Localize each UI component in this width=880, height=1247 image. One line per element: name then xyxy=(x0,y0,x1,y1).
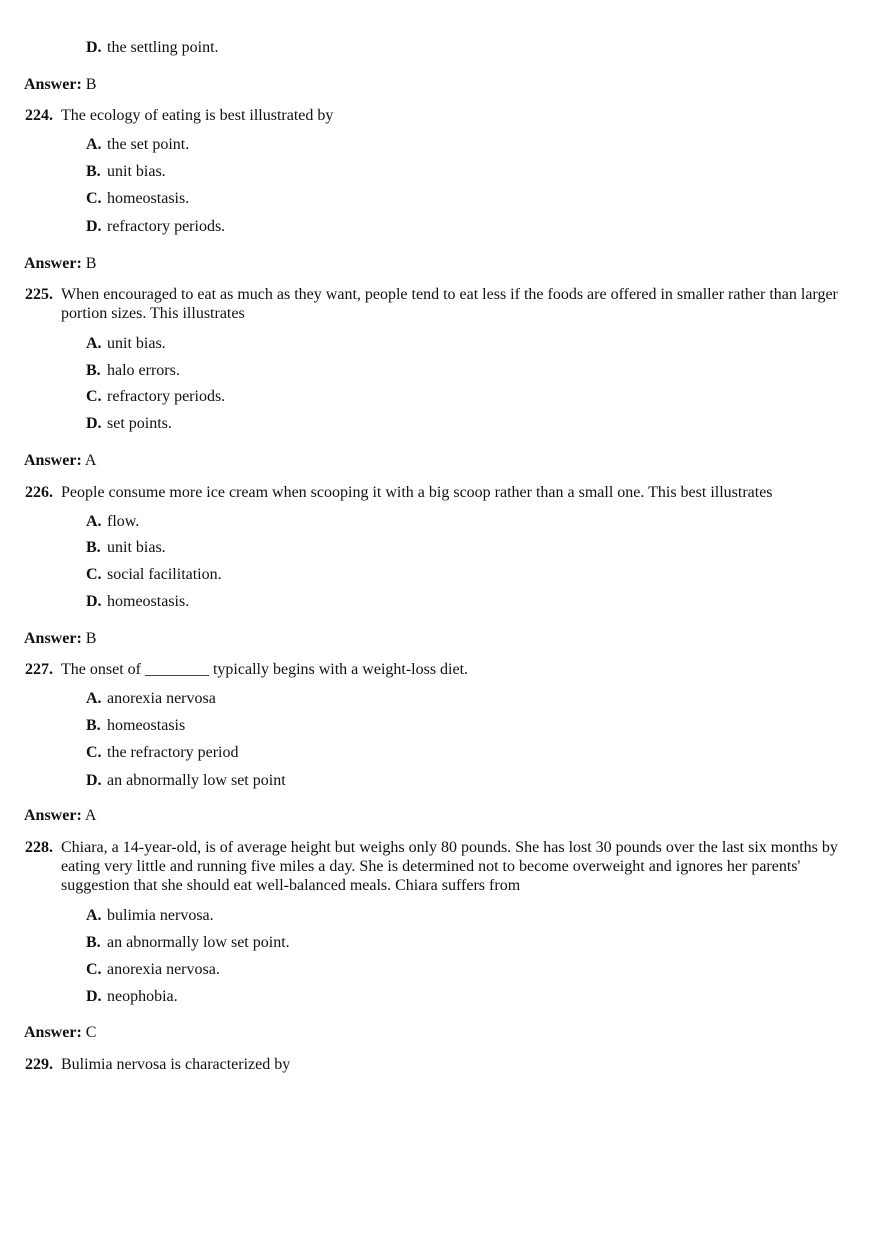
answer-label: Answer: xyxy=(24,255,82,272)
option-row xyxy=(86,565,222,584)
answer-label: Answer: xyxy=(24,630,82,647)
option-letter: A. xyxy=(86,513,102,530)
answer-line xyxy=(24,75,96,94)
option-row xyxy=(86,906,214,925)
question-text: Bulimia nervosa is characterized by xyxy=(61,1056,291,1073)
option-letter: D. xyxy=(86,988,102,1005)
option-row xyxy=(86,387,225,406)
question-226 xyxy=(25,483,53,502)
option-text: the refractory period xyxy=(107,744,239,761)
option-letter: D. xyxy=(86,218,102,235)
option-text: refractory periods. xyxy=(107,388,226,405)
option-letter: D. xyxy=(86,593,102,610)
option-letter: B. xyxy=(86,934,101,951)
question-227 xyxy=(25,660,53,679)
option-row xyxy=(86,361,180,380)
question-number: 227. xyxy=(25,661,53,678)
question-text: People consume more ice cream when scooping it with a big scoop rather than a small one. This best illustrates xyxy=(61,484,773,501)
option-letter: A. xyxy=(86,136,102,153)
question-228 xyxy=(25,838,53,857)
question-number: 229. xyxy=(25,1056,53,1073)
option-row xyxy=(86,162,166,181)
option-letter: B. xyxy=(86,362,101,379)
option-text: halo errors. xyxy=(107,362,180,379)
option-letter: B. xyxy=(86,163,101,180)
answer-value: C xyxy=(85,1024,97,1041)
option-row xyxy=(86,512,139,531)
option-text: the settling point. xyxy=(107,39,219,56)
option-text: the set point. xyxy=(107,136,190,153)
option-letter: C. xyxy=(86,961,102,978)
question-text: When encouraged to eat as much as they want, people tend to eat less if the foods are offered in smaller rather than larger portion sizes. This illustrates xyxy=(61,286,838,322)
option-row xyxy=(86,38,219,57)
answer-line xyxy=(24,629,96,648)
option-letter: A. xyxy=(86,335,102,352)
option-row xyxy=(86,592,189,611)
option-letter: A. xyxy=(86,907,102,924)
question-224 xyxy=(25,106,53,125)
option-letter: B. xyxy=(86,539,101,556)
answer-label: Answer: xyxy=(24,807,82,824)
option-text: an abnormally low set point. xyxy=(107,934,290,951)
option-text: flow. xyxy=(107,513,140,530)
question-number: 226. xyxy=(25,484,53,501)
option-row xyxy=(86,414,172,433)
option-text: unit bias. xyxy=(107,335,166,352)
option-row xyxy=(86,933,290,952)
option-text: bulimia nervosa. xyxy=(107,907,214,924)
option-letter: A. xyxy=(86,690,102,707)
answer-line xyxy=(24,806,96,825)
option-letter: B. xyxy=(86,717,101,734)
option-row xyxy=(86,743,238,762)
option-letter: D. xyxy=(86,39,102,56)
option-letter: C. xyxy=(86,744,102,761)
option-text: homeostasis. xyxy=(107,593,190,610)
question-225 xyxy=(25,285,53,304)
question-number: 225. xyxy=(25,286,53,303)
option-row xyxy=(86,689,216,708)
option-letter: C. xyxy=(86,388,102,405)
answer-value: A xyxy=(84,452,97,469)
answer-label: Answer: xyxy=(24,1024,82,1041)
option-letter: D. xyxy=(86,772,102,789)
option-row xyxy=(86,189,189,208)
answer-value: B xyxy=(85,630,97,647)
option-text: homeostasis xyxy=(107,717,186,734)
option-text: anorexia nervosa xyxy=(107,690,216,707)
option-text: unit bias. xyxy=(107,539,166,556)
option-row xyxy=(86,987,178,1006)
option-row xyxy=(86,771,286,790)
option-letter: C. xyxy=(86,566,102,583)
answer-line xyxy=(24,1023,96,1042)
option-text: homeostasis. xyxy=(107,190,190,207)
answer-value: B xyxy=(85,76,97,93)
option-letter: C. xyxy=(86,190,102,207)
answer-label: Answer: xyxy=(24,76,82,93)
answer-line xyxy=(24,254,96,273)
question-229 xyxy=(25,1055,53,1074)
option-text: an abnormally low set point xyxy=(107,772,286,789)
question-number: 228. xyxy=(25,839,53,856)
answer-label: Answer: xyxy=(24,452,82,469)
option-text: social facilitation. xyxy=(107,566,222,583)
option-letter: D. xyxy=(86,415,102,432)
option-text: unit bias. xyxy=(107,163,166,180)
option-text: refractory periods. xyxy=(107,218,226,235)
option-text: set points. xyxy=(107,415,172,432)
question-number: 224. xyxy=(25,107,53,124)
option-row xyxy=(86,334,166,353)
answer-value: B xyxy=(85,255,97,272)
option-row xyxy=(86,135,189,154)
question-text: The ecology of eating is best illustrated by xyxy=(61,107,334,124)
question-text: Chiara, a 14-year-old, is of average height but weighs only 80 pounds. She has lost 30 pounds over the last six months by eating very little and running five miles a day. She is determined not to become overweight and ignores her parents' suggestion that she should eat well-balanced meals. Chiara suffers from xyxy=(61,839,838,894)
option-row xyxy=(86,217,225,236)
option-row xyxy=(86,716,185,735)
answer-line xyxy=(24,451,96,470)
answer-value: A xyxy=(84,807,97,824)
option-text: anorexia nervosa. xyxy=(107,961,220,978)
option-row xyxy=(86,538,166,557)
option-text: neophobia. xyxy=(107,988,178,1005)
question-text: The onset of ________ typically begins with a weight-loss diet. xyxy=(61,661,469,678)
option-row xyxy=(86,960,220,979)
